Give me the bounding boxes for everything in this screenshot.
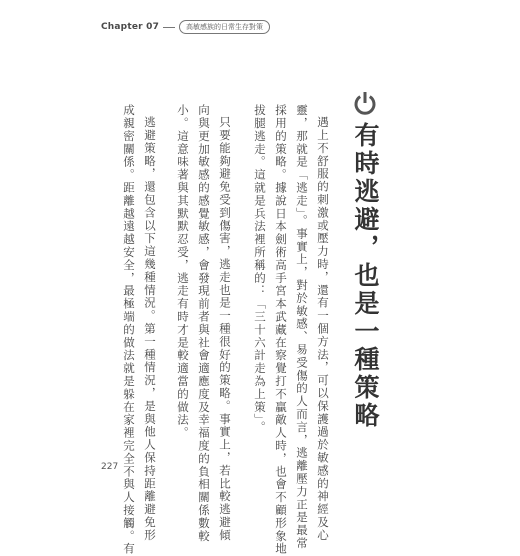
section-title: 有時逃避，也是一種策略 [351,122,380,430]
chapter-header [101,20,270,34]
text-segment: 事實上，若比較逃避傾 [218,412,232,542]
page-number: 227 [101,462,119,472]
emphasis-text: 只要能夠避免受到傷害，逃走也是一種很好的策略。 [218,116,232,413]
text-column [218,116,231,542]
power-icon [352,90,378,116]
chapter-label: Chapter 07 [101,22,160,32]
text-column: 小。這意味著與其默默忍受，逃走有時才是較適當的做法。 [176,104,190,440]
text-column: 採用的策略。據說日本劍術高手宮本武藏在察覺打不贏敵人時，也會不顧形象地 [274,104,288,556]
text-column: 靈，那就是「逃走」。事實上，對於敏感、易受傷的人而言，逃離壓力正是最常 [295,104,309,550]
text-column: 拔腿逃走。這就是兵法裡所稱的：「三十六計走為上策」。 [253,104,267,434]
text-column: 向與更加敏感的感覺敏感，會發現前者與社會適應度及幸福度的負相關係數較 [197,104,211,543]
text-column: 成親密關係。距離越遠越安全，最極端的做法就是躲在家裡完全不與人接觸。有 [122,104,136,556]
chapter-title: 高敏感族的日常生存對策 [179,20,270,34]
text-column: 逃避策略，還包含以下這幾種情況。第一種情況，是與他人保持距離避免形 [143,116,157,542]
header-divider [163,27,175,28]
text-column: 遇上不舒服的刺激或壓力時，還有一個方法，可以保護過於敏感的神經及心 [316,116,330,542]
